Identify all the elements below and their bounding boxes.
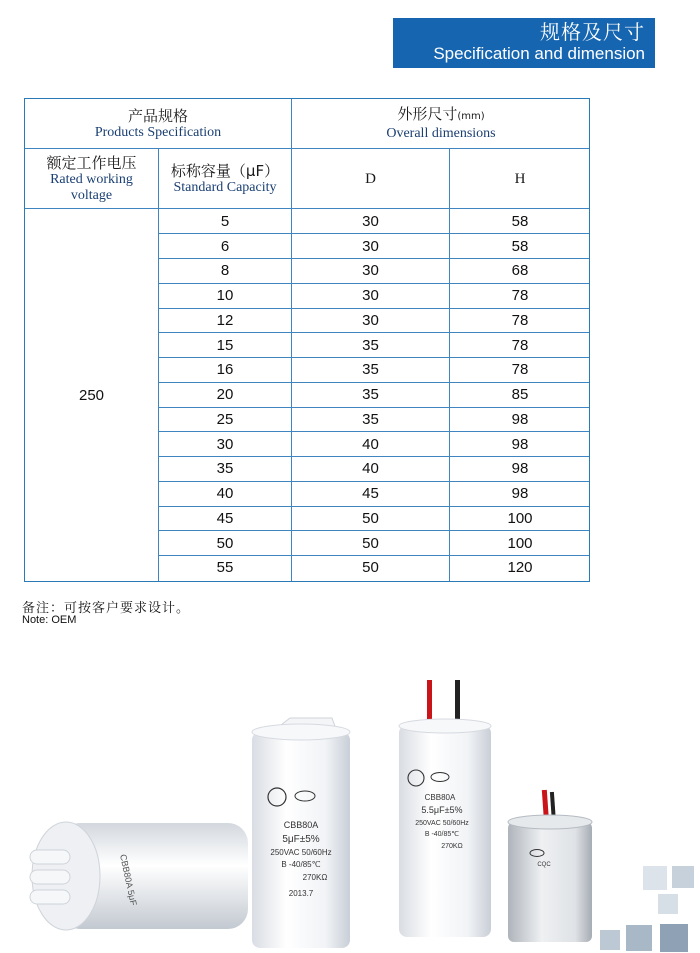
h-cell: 100 [507,534,533,552]
row-divider [159,506,589,507]
col-h-label: H [514,171,526,187]
header-h [450,149,590,209]
d-cell: 30 [362,212,379,230]
row-divider [159,456,589,457]
deco-square [672,866,694,888]
voltage-zh: 额定工作电压 [46,154,137,172]
capacity-cell: 8 [220,262,230,280]
header-dimensions [292,99,590,148]
h-cell: 78 [511,336,529,354]
dimensions-unit: (mm) [457,111,485,122]
header-capacity [159,149,291,209]
capacity-cell: 35 [216,460,234,478]
h-cell: 100 [507,509,533,527]
capacitor-standing-1 [252,718,350,948]
h-cell: 98 [511,460,529,478]
voltage-value: 250 [78,386,105,404]
d-cell: 30 [362,311,379,329]
capacitor-lying [30,822,248,930]
row-divider [159,258,589,259]
capacity-cell: 25 [216,410,234,428]
d-cell: 50 [362,559,379,577]
cap2-model: CBB80A [283,820,319,830]
row-divider [159,233,589,234]
capacity-zh: 标称容量（μF） [170,162,280,180]
h-cell: 78 [511,311,529,329]
h-cell: 120 [507,559,533,577]
cap2-resistor: 270KΩ [302,873,328,882]
row-divider [159,283,589,284]
title-en: Specification and dimension [433,44,645,63]
dimensions-en: Overall dimensions [386,126,496,141]
d-cell: 40 [362,435,379,453]
row-divider [159,357,589,358]
capacity-cell: 45 [216,509,234,527]
d-cell: 50 [362,534,379,552]
row-divider [159,308,589,309]
spec-table [24,98,590,582]
d-cell: 30 [362,287,379,305]
capacitor-photo [0,680,700,953]
svg-text:CBB80A 5μF: CBB80A 5μF [118,853,139,907]
h-cell: 58 [511,237,529,255]
d-cell: 35 [362,336,379,354]
header-voltage [25,149,158,209]
capacity-cell: 30 [216,435,234,453]
deco-square [600,930,620,950]
cap3-voltage: 250VAC 50/60Hz [415,820,469,827]
deco-square [660,924,688,952]
d-cell: 45 [362,485,379,503]
title-banner [393,18,655,68]
divider [25,148,589,149]
capacity-cell: 15 [216,336,234,354]
dimensions-zh: 外形尺寸(mm) [397,105,485,123]
cap3-temp: B -40/85℃ [424,831,460,838]
capacity-cell: 50 [216,534,234,552]
h-cell: 68 [511,262,529,280]
capacity-cell: 5 [220,212,230,230]
h-cell: 78 [511,287,529,305]
h-cell: 78 [511,361,529,379]
header-d [292,149,449,209]
d-cell: 50 [362,509,379,527]
d-cell: 35 [362,361,379,379]
h-cell: 98 [511,410,529,428]
cap2-voltage: 250VAC 50/60Hz [270,848,332,857]
deco-square [643,866,667,890]
d-cell: 35 [362,410,379,428]
capacity-cell: 10 [216,287,234,305]
title-zh: 规格及尺寸 [540,20,645,44]
cap3-rating: 5.5μF±5% [421,805,463,815]
cap2-date: 2013.7 [288,889,314,898]
h-cell: 98 [511,435,529,453]
voltage-en-2: voltage [70,188,113,203]
col-d-label: D [365,171,376,187]
capacity-cell: 20 [216,386,234,404]
product-spec-en: Products Specification [94,124,222,140]
d-cell: 35 [362,386,379,404]
row-divider [159,332,589,333]
cap2-temp: B -40/85℃ [281,860,321,869]
h-cell: 58 [511,212,529,230]
cap3-model: CBB80A [424,793,456,802]
d-cell: 30 [362,262,379,280]
capacity-cell: 40 [216,485,234,503]
d-cell: 40 [362,460,379,478]
h-cell: 85 [511,386,529,404]
cap2-rating: 5μF±5% [282,834,320,845]
capacity-cell: 12 [216,311,234,329]
note-zh: 备注：可按客户要求设计。 [22,601,191,616]
row-divider [159,481,589,482]
capacity-cell: 6 [220,237,230,255]
h-cell: 98 [511,485,529,503]
row-divider [159,431,589,432]
capacity-cell: 55 [216,559,234,577]
deco-square [658,894,678,914]
voltage-en-1: Rated working [50,172,133,187]
capacitor-metal [508,790,592,942]
d-cell: 30 [362,237,379,255]
row-divider [159,407,589,408]
row-divider [159,555,589,556]
capacitor-standing-2 [399,680,491,937]
deco-square [626,925,652,951]
capacity-cell: 16 [216,361,234,379]
capacity-en: Standard Capacity [173,180,277,195]
row-divider [159,530,589,531]
header-product-spec [25,99,291,148]
note-en: Note: OEM [22,614,77,626]
cap3-resistor: 270KΩ [441,843,463,850]
product-spec-zh: 产品规格 [127,106,188,125]
row-divider [159,382,589,383]
cap4-cqc: CQC [537,862,551,868]
